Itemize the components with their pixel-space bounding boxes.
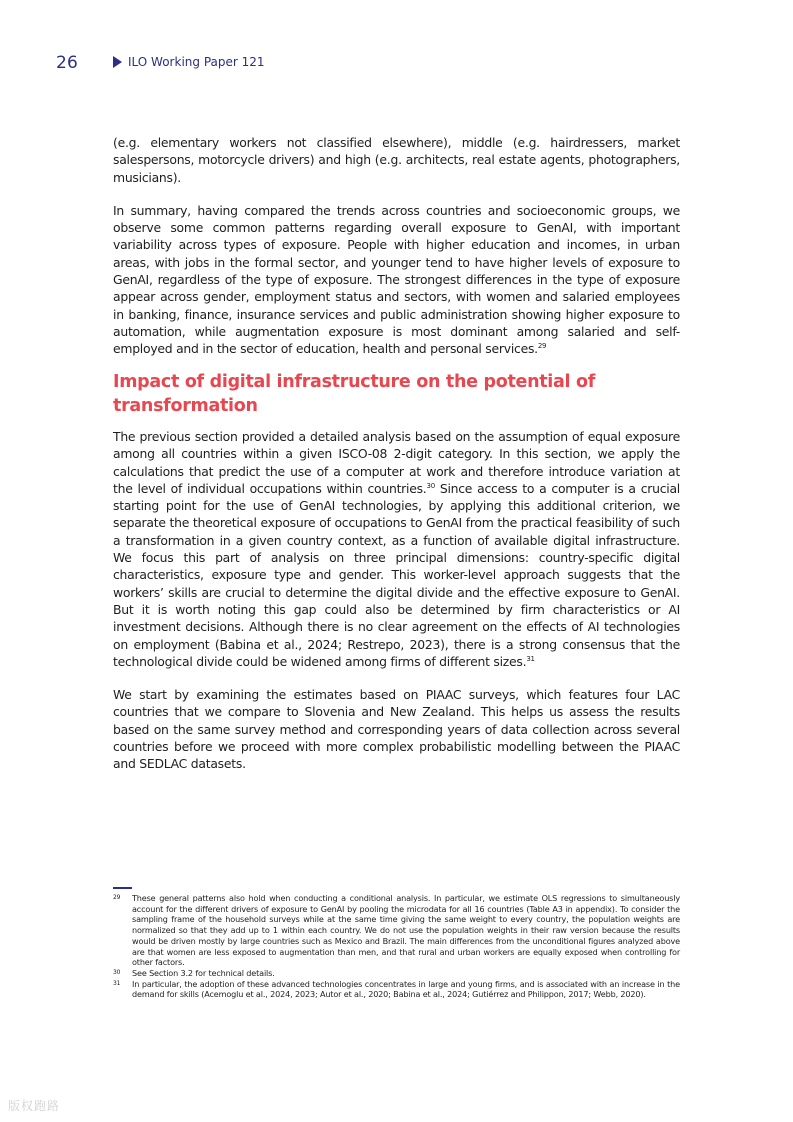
intro-block <box>113 134 680 374</box>
running-header <box>113 55 265 69</box>
section-paragraph-1: The previous section provided a detailed analysis based on the assumption of equal exposure among all countries within a given ISCO-08 2-digit category. In this section, we apply the calculations that predict the use of a computer at work and therefore introduce variation at the level of individual occupations within countries.$^{30}$ Since access to a computer is a crucial starting point for the use of GenAI technologies, by applying this additional criterion, we separate the theoretical exposure of occupations to GenAI from the practical feasibility of such a transformation in a given country context, as a function of available digital infrastructure. We focus this part of analysis on three principal dimensions: country-specific digital characteristics, exposure type and gender. This worker-level approach suggests that the workers’ skills are crucial to determine the digital divide and the effective exposure to GenAI. But it is worth noting this gap could also be determined by firm characteristics or AI investment decisions. Although there is no clear agreement on the effects of AI technologies on employment (Babina et al., 2024; Restrepo, 2023), there is a strong consensus that the technological divide could be widened among firms of different sizes.$^{31}$ <box>113 429 680 669</box>
watermark: 版权跑路 <box>8 1099 61 1113</box>
footnote-29: 29 These general patterns also hold when conducting a conditional analysis. In particular, we estimate OLS regressions to simultaneously account for the different drivers of exposure to GenAI by pooling the microdata for all 16 countries (Table A3 in appendix). To consider the sampling frame of the household surveys while at the same time giving the same weight to every country, the population weights are normalized so that they add up to 1 within each country. We do not use the population weights in their raw version because the results would be driven mostly by large countries such as Mexico and Brazil. The main differences from the unconditional figures analyzed above are that women are less exposed to augmentation than men, and that rural and urban workers are equally exposed when controlling for other factors. <box>113 893 680 968</box>
running-title: ILO Working Paper 121 <box>128 55 265 69</box>
footnote-divider <box>113 887 132 889</box>
footnote-30: 30 See Section 3.2 for technical details. <box>113 967 275 978</box>
footnote-31: 31 In particular, the adoption of these advanced technologies concentrates in large and young firms, and is associated with an increase in the demand for skills (Acemoglu et al., 2024, 2023; Autor et al., 2020; Babina et al., 2024; Gutiérrez and Philippon, 2017; Webb, 2020). <box>113 978 680 1000</box>
page-number: 26 <box>56 53 79 73</box>
intro-paragraph-2: In summary, having compared the trends across countries and socioeconomic groups, we observe some common patterns regarding overall exposure to GenAI, with important variability across types of exposure. People with higher education and incomes, in urban areas, with jobs in the formal sector, and younger tend to have higher levels of exposure to GenAI, regardless of the type of exposure. The strongest differences in the type of exposure appear across gender, employment status and sectors, with women and salaried employees in banking, finance, insurance services and public administration showing higher exposure to automation, while augmentation exposure is most dominant among salaried and self-employed and in the sector of education, health and personal services.$^{29}$ <box>113 202 680 357</box>
triangle-icon <box>113 56 122 68</box>
footnotes <box>113 893 680 1000</box>
footnote-ref-30[interactable]: 30 <box>426 481 435 490</box>
section-body <box>113 428 680 789</box>
section-heading: Impact of digital infrastructure on the potential of transformation <box>113 372 596 416</box>
footnote-ref-31[interactable]: 31 <box>526 654 535 663</box>
intro-paragraph-1: (e.g. elementary workers not classified elsewhere), middle (e.g. hairdressers, market salespersons, motorcycle drivers) and high (e.g. architects, real estate agents, photographers, musicians). <box>113 135 680 185</box>
section-paragraph-2: We start by examining the estimates based on PIAAC surveys, which features four LAC countries that we compare to Slovenia and New Zealand. This helps us assess the results based on the same survey method and corresponding years of data collection across several countries before we proceed with more complex probabilistic modelling between the PIAAC and SEDLAC datasets. <box>113 687 680 772</box>
footnote-ref-29[interactable]: 29 <box>537 342 547 351</box>
